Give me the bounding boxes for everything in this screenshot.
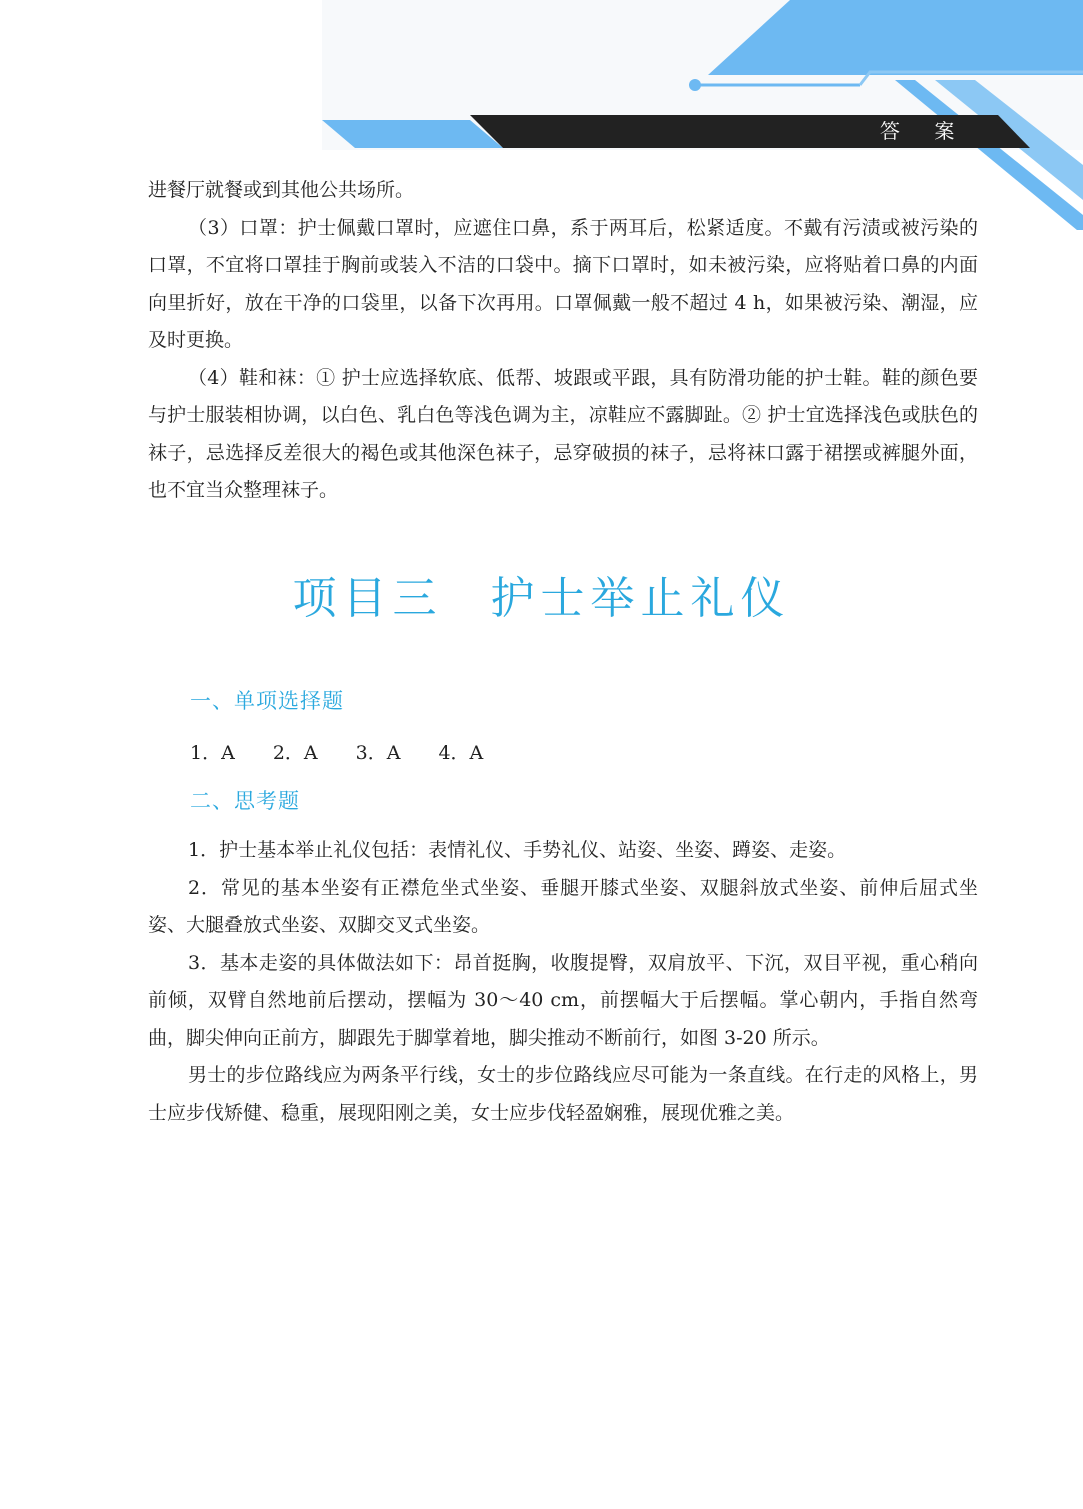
answer-item: 2．A: [272, 742, 318, 764]
answer-item: 1．A: [190, 742, 235, 764]
paragraph: 3．基本走姿的具体做法如下：昂首挺胸，收腹提臀，双肩放平、下沉，双目平视，重心稍向前倾，双臂自然地前后摆动，摆幅为 30～40 cm，前摆幅大于后摆幅。掌心朝内，手指自然弯曲，脚尖伸向正前方，脚跟先于脚掌着地，脚尖推动不断前行，如图 3-20 所示。: [148, 951, 978, 1049]
section-heading-thinking-questions: 二、思考题: [190, 789, 300, 813]
answer-item: 4．A: [438, 742, 484, 764]
paragraph: 1．护士基本举止礼仪包括：表情礼仪、手势礼仪、站姿、坐姿、蹲姿、走姿。: [188, 839, 847, 861]
header-label: 答 案: [880, 119, 969, 143]
chapter-name: 护士举止礼仪: [490, 573, 791, 624]
chapter-number: 项目三: [292, 573, 443, 624]
paragraph: 进餐厅就餐或到其他公共场所。: [148, 179, 415, 201]
section-heading-multiple-choice: 一、单项选择题: [190, 689, 344, 713]
paragraph: （3）口罩：护士佩戴口罩时，应遮住口鼻，系于两耳后，松紧适度。不戴有污渍或被污染的口罩，不宜将口罩挂于胸前或装入不洁的口袋中。摘下口罩时，如未被污染，应将贴着口鼻的内面向里折好，放在干净的口袋里，以备下次再用。口罩佩戴一般不超过 4 h，如果被污染、潮湿，应及时更换。: [148, 216, 978, 351]
paragraph: 2．常见的基本坐姿有正襟危坐式坐姿、垂腿开膝式坐姿、双腿斜放式坐姿、前伸后屈式坐姿、大腿叠放式坐姿、双脚交叉式坐姿。: [148, 876, 978, 936]
chapter-title: [0, 562, 1083, 626]
continuation-text: [148, 172, 978, 510]
answer-item: 3．A: [355, 742, 401, 764]
paragraph: 男士的步位路线应为两条平行线，女士的步位路线应尽可能为一条直线。在行走的风格上，男士应步伐矫健、稳重，展现阳刚之美，女士应步伐轻盈娴雅，展现优雅之美。: [148, 1064, 978, 1124]
paragraph: （4）鞋和袜：① 护士应选择软底、低帮、坡跟或平跟，具有防滑功能的护士鞋。鞋的颜色要与护士服装相协调，以白色、乳白色等浅色调为主，凉鞋应不露脚趾。② 护士宜选择浅色或肤色的袜子，忌选择反差很大的褐色或其他深色袜子，忌穿破损的袜子，忌将袜口露于裙摆或裤腿外面，也不宜当众整理袜子。: [148, 366, 978, 501]
thinking-answers: [148, 832, 978, 1132]
header-dot: [689, 79, 701, 91]
answer-list: [190, 738, 521, 765]
